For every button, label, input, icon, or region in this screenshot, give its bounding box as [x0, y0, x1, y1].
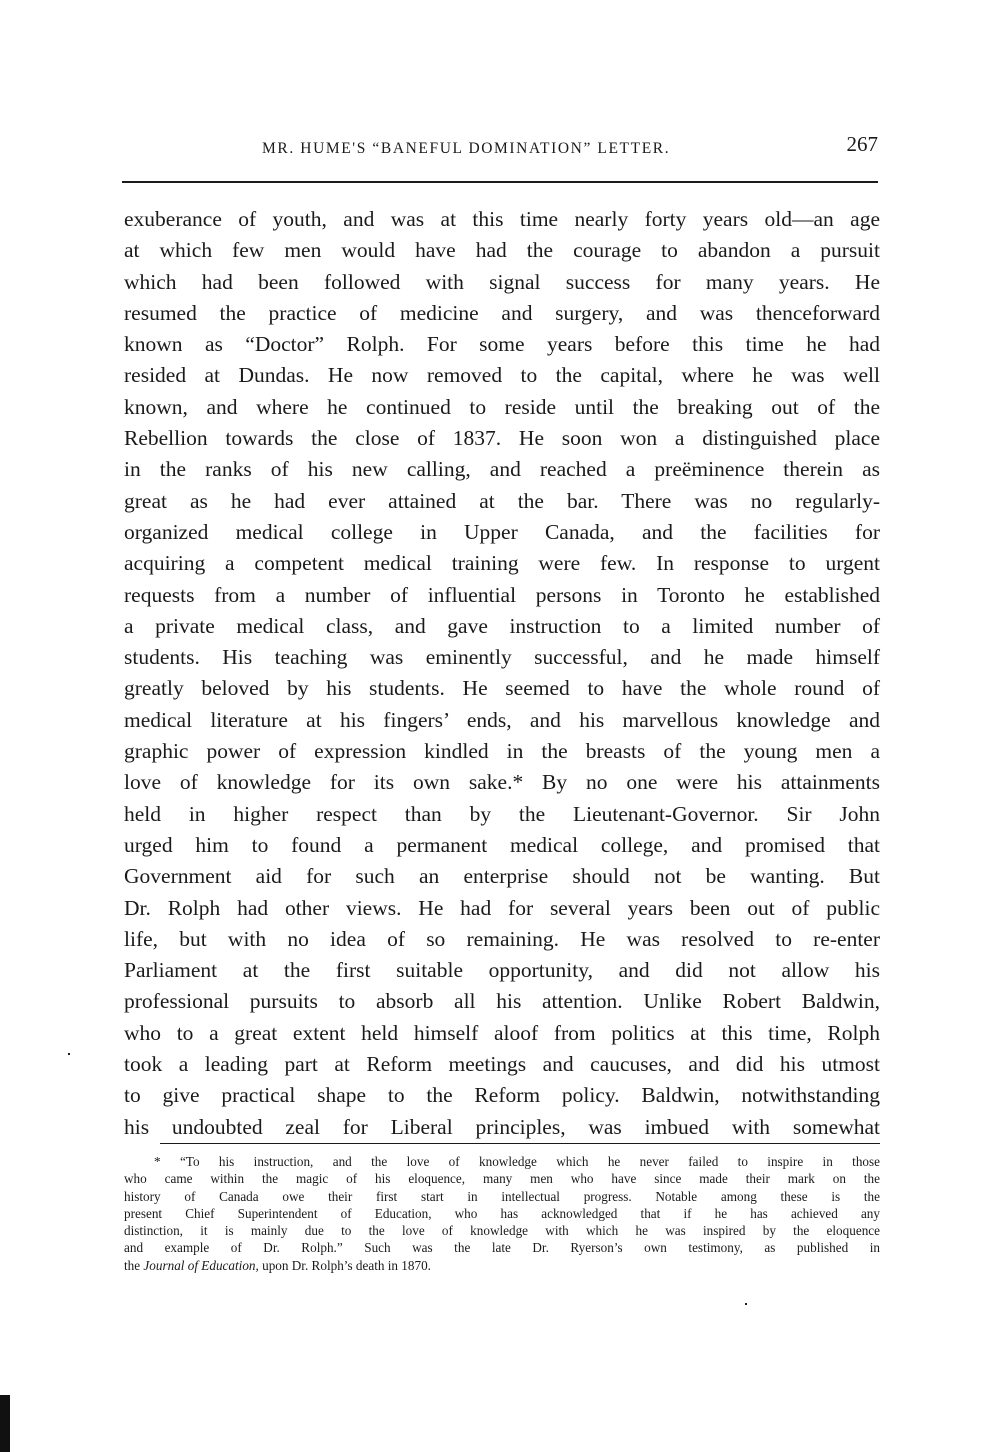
body-line: life, but with no idea of so remaining. He was resolved to re-enter	[124, 926, 880, 951]
footnote-text: the	[124, 1257, 144, 1273]
body-line: resided at Dundas. He now removed to the capital, where he was well	[124, 363, 880, 388]
running-head	[122, 132, 882, 166]
body-line: love of knowledge for its own sake.* By no one were his attainments	[124, 770, 880, 795]
body-line: urged him to found a permanent medical college, and promised that	[124, 832, 880, 857]
body-line: medical literature at his fingers’ ends, and his marvellous knowledge and	[124, 707, 880, 732]
body-line: graphic power of expression kindled in the breasts of the young men a	[124, 739, 880, 764]
footnote-line: who came within the magic of his eloquence, many men who have since made their mark on the	[124, 1171, 880, 1187]
body-line: exuberance of youth, and was at this time nearly forty years old—an age	[124, 207, 880, 231]
body-line: known as “Doctor” Rolph. For some years before this time he had	[124, 332, 880, 357]
footnote	[124, 1153, 880, 1274]
margin-speck	[745, 1303, 747, 1305]
body-line: resumed the practice of medicine and surgery, and was thenceforward	[124, 300, 880, 325]
body-line: his undoubted zeal for Liberal principles, was imbued with somewhat	[124, 1114, 880, 1139]
body-line: at which few men would have had the courage to abandon a pursuit	[124, 238, 880, 263]
footnote-line: history of Canada owe their first start in intellectual progress. Notable among these is the	[124, 1188, 880, 1204]
footnote-line: distinction, it is mainly due to the love of knowledge with which he was inspired by the eloquence	[124, 1223, 880, 1239]
footnote-line: * “To his instruction, and the love of knowledge which he never failed to inspire in those	[154, 1154, 880, 1169]
body-line: great as he had ever attained at the bar. There was no regularly-	[124, 488, 880, 513]
body-text	[124, 204, 880, 1143]
body-line: Government aid for such an enterprise should not be wanting. But	[124, 864, 880, 889]
margin-speck	[68, 1053, 70, 1055]
body-line: which had been followed with signal success for many years. He	[124, 269, 880, 294]
body-line: to give practical shape to the Reform policy. Baldwin, notwithstanding	[124, 1083, 880, 1108]
body-line: Dr. Rolph had other views. He had for several years been out of public	[124, 895, 880, 920]
body-line: in the ranks of his new calling, and reached a preëminence therein as	[124, 457, 880, 482]
body-line: who to a great extent held himself aloof from politics at this time, Rolph	[124, 1020, 880, 1045]
body-line: Parliament at the first suitable opportunity, and did not allow his	[124, 958, 880, 983]
body-line: greatly beloved by his students. He seemed to have the whole round of	[124, 676, 880, 701]
body-line: professional pursuits to absorb all his attention. Unlike Robert Baldwin,	[124, 989, 880, 1014]
body-line: took a leading part at Reform meetings and caucuses, and did his utmost	[124, 1052, 880, 1077]
body-line: held in higher respect than by the Lieutenant-Governor. Sir John	[124, 801, 880, 826]
page-number: 267	[846, 132, 878, 156]
footnote-line: present Chief Superintendent of Education, who has acknowledged that if he has achieved any	[124, 1205, 880, 1221]
footnote-rule	[160, 1143, 880, 1144]
body-line: organized medical college in Upper Canada, and the facilities for	[124, 519, 880, 544]
body-line: acquiring a competent medical training were few. In response to urgent	[124, 551, 880, 576]
body-line: students. His teaching was eminently successful, and he made himself	[124, 645, 880, 670]
scan-edge-mark	[0, 1395, 10, 1452]
body-line: a private medical class, and gave instruction to a limited number of	[124, 613, 880, 638]
footnote-text: upon Dr. Rolph’s death in 1870.	[258, 1257, 431, 1273]
header-rule	[122, 181, 878, 183]
footnote-line-last	[124, 1257, 880, 1274]
body-line: known, and where he continued to reside until the breaking out of the	[124, 394, 880, 419]
running-title: MR. HUME'S “BANEFUL DOMINATION” LETTER.	[262, 140, 671, 157]
body-line: Rebellion towards the close of 1837. He soon won a distinguished place	[124, 426, 880, 451]
journal-title: Journal of Education,	[143, 1257, 259, 1273]
body-line: requests from a number of influential persons in Toronto he established	[124, 582, 880, 607]
footnote-line: and example of Dr. Rolph.” Such was the late Dr. Ryerson’s own testimony, as published in	[124, 1240, 880, 1256]
